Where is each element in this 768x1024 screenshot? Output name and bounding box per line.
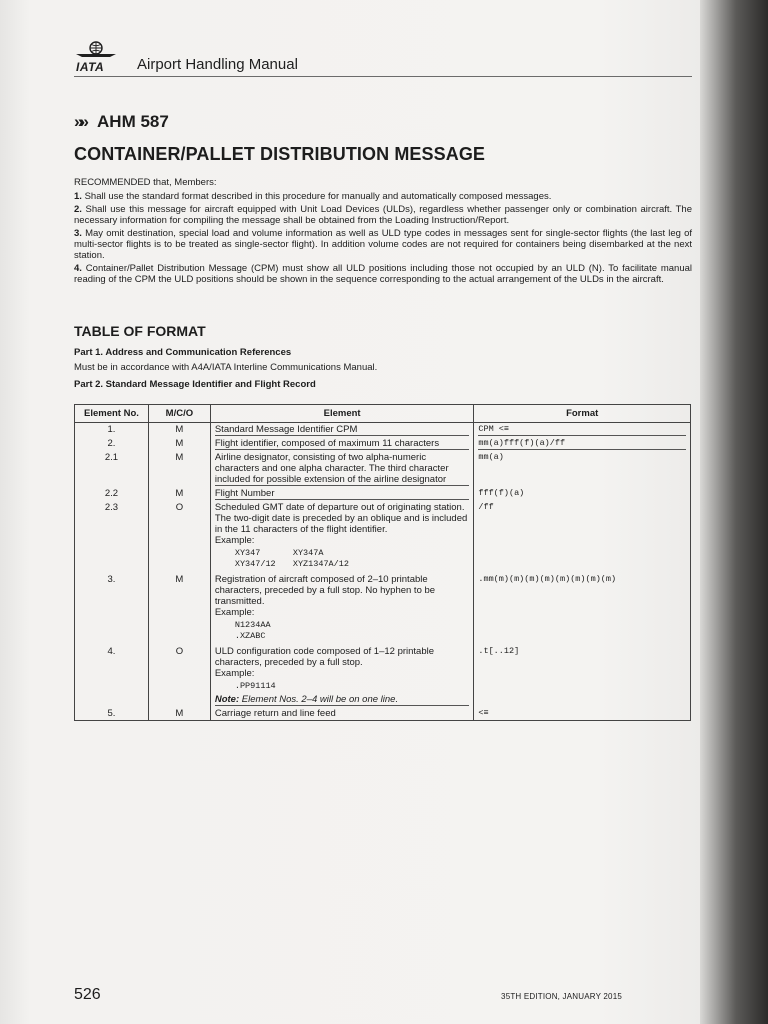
chapter-heading xyxy=(74,112,169,132)
part1-text: Must be in accordance with A4A/IATA Interline Communications Manual. xyxy=(74,362,378,373)
element-text: Flight identifier, composed of maximum 11 characters xyxy=(215,438,470,450)
clause-text: Shall use the standard format described in this procedure for manually and automatically composed messages. xyxy=(84,191,552,202)
clause-item xyxy=(74,263,692,285)
element-no: 2.1 xyxy=(75,451,149,487)
note-text: Element Nos. 2–4 will be on one line. xyxy=(241,694,399,705)
clause-list xyxy=(74,191,692,287)
element-format: mm(a) xyxy=(474,451,691,487)
clause-number: 3. xyxy=(74,228,82,239)
recommendation-intro: RECOMMENDED that, Members: xyxy=(74,177,217,188)
element-description xyxy=(210,423,474,438)
clause-text: Shall use this message for aircraft equipped with Unit Load Devices (ULDs), regardless whether passenger only or combination aircraft. The necessary information for compiling the message shall be obtained from the Loading Instruction/Report. xyxy=(74,204,692,226)
example-value: N1234AA xyxy=(234,620,271,630)
clause-number: 4. xyxy=(74,263,82,274)
table-row xyxy=(75,487,691,501)
table-row xyxy=(75,645,691,707)
example-line xyxy=(235,559,470,570)
example-value: XY347 xyxy=(234,548,261,558)
element-no: 3. xyxy=(75,573,149,645)
element-text: Registration of aircraft composed of 2–10 printable characters, preceded by a full stop. No hyphen to be transmitted. xyxy=(214,574,436,607)
table-row xyxy=(75,707,691,721)
format-text: CPM <≡ xyxy=(478,424,686,436)
manual-title: Airport Handling Manual xyxy=(137,56,298,73)
column-header-element: Element xyxy=(210,405,474,423)
format-table xyxy=(74,404,691,721)
element-format: .mm(m)(m)(m)(m)(m)(m)(m)(m) xyxy=(474,573,691,645)
example-value: .XZABC xyxy=(234,631,266,641)
header-divider xyxy=(74,76,692,77)
element-text: ULD configuration code composed of 1–12 printable characters, preceded by a full stop. xyxy=(214,646,435,668)
example-list xyxy=(215,546,470,572)
example-value: XYZ1347A/12 xyxy=(292,559,349,569)
element-mco: M xyxy=(148,487,210,501)
element-mco: M xyxy=(148,423,210,438)
element-description xyxy=(210,451,474,487)
chevron-right-icon: »» xyxy=(74,112,85,131)
element-no: 2. xyxy=(75,437,149,451)
element-no: 2.2 xyxy=(75,487,149,501)
element-mco: M xyxy=(148,437,210,451)
clause-item xyxy=(74,191,692,202)
element-no: 4. xyxy=(75,645,149,707)
element-format xyxy=(474,437,691,451)
element-description xyxy=(210,437,474,451)
table-row xyxy=(75,501,691,573)
clause-text: May omit destination, special load and volume information as well as ULD type codes in messages sent for single-sector flights (the last leg of multi-sector flights is to be treated as single-sector flight). In addition volume codes are not required for containers being disembarked at the next station. xyxy=(74,228,692,261)
element-format: .t[..12] xyxy=(474,645,691,707)
table-note xyxy=(215,694,470,706)
format-text: mm(a)fff(f)(a)/ff xyxy=(478,438,686,450)
clause-text: Container/Pallet Distribution Message (CPM) must show all ULD positions including those not occupied by an ULD (N). To facilitate manual reading of the CPM the ULD positions should be shown in the sequence corresponding to the actual arrangement of the ULDs in the aircraft. xyxy=(74,263,693,285)
element-description xyxy=(210,645,474,707)
example-list xyxy=(215,618,470,644)
element-text: Standard Message Identifier CPM xyxy=(215,424,470,436)
clause-number: 2. xyxy=(74,204,82,215)
chapter-code: AHM 587 xyxy=(97,112,169,131)
table-header-row xyxy=(75,405,691,423)
part2-title: Part 2. Standard Message Identifier and Flight Record xyxy=(74,379,316,390)
element-mco: M xyxy=(148,451,210,487)
note-label: Note: xyxy=(214,694,240,705)
element-format xyxy=(474,423,691,438)
column-header-element-no: Element No. xyxy=(75,405,149,423)
table-row xyxy=(75,573,691,645)
table-of-format-heading: TABLE OF FORMAT xyxy=(74,323,206,339)
example-list xyxy=(215,679,470,694)
element-description xyxy=(210,487,474,501)
table-row xyxy=(75,437,691,451)
clause-item xyxy=(74,228,692,261)
element-description xyxy=(210,573,474,645)
clause-item xyxy=(74,204,692,226)
iata-wordmark: IATA xyxy=(76,60,105,74)
book-binding-shadow xyxy=(700,0,768,1024)
element-format: <≡ xyxy=(474,707,691,721)
element-no: 2.3 xyxy=(75,501,149,573)
example-value: XY347/12 xyxy=(234,559,276,569)
example-label: Example: xyxy=(214,668,255,679)
element-mco: M xyxy=(148,573,210,645)
element-no: 5. xyxy=(75,707,149,721)
example-label: Example: xyxy=(214,535,255,546)
element-no: 1. xyxy=(75,423,149,438)
element-description: Carriage return and line feed xyxy=(210,707,474,721)
clause-number: 1. xyxy=(74,191,82,202)
table-row xyxy=(75,451,691,487)
element-mco: O xyxy=(148,645,210,707)
element-format: /ff xyxy=(474,501,691,573)
table-row xyxy=(75,423,691,438)
element-mco: M xyxy=(148,707,210,721)
element-text: Scheduled GMT date of departure out of originating station. The two-digit date is preceded by an oblique and is included in the 11 characters of the flight identifier. xyxy=(214,502,468,535)
document-title: CONTAINER/PALLET DISTRIBUTION MESSAGE xyxy=(74,144,486,164)
element-mco: O xyxy=(148,501,210,573)
page-header xyxy=(74,40,692,78)
part1-title: Part 1. Address and Communication References xyxy=(74,347,292,358)
page-number: 526 xyxy=(74,986,101,1003)
element-description xyxy=(210,501,474,573)
example-value: .PP91114 xyxy=(234,681,276,691)
column-header-mco: M/C/O xyxy=(148,405,210,423)
column-header-format: Format xyxy=(474,405,691,423)
element-text: Airline designator, consisting of two alpha-numeric characters and one alpha character. The third character included for possible extension of the airline designator xyxy=(215,452,470,486)
element-format: fff(f)(a) xyxy=(474,487,691,501)
edition-label: 35TH EDITION, JANUARY 2015 xyxy=(501,992,622,1001)
example-label: Example: xyxy=(214,607,255,618)
example-value: XY347A xyxy=(292,548,324,558)
example-line xyxy=(235,548,470,559)
element-text: Flight Number xyxy=(215,488,470,500)
